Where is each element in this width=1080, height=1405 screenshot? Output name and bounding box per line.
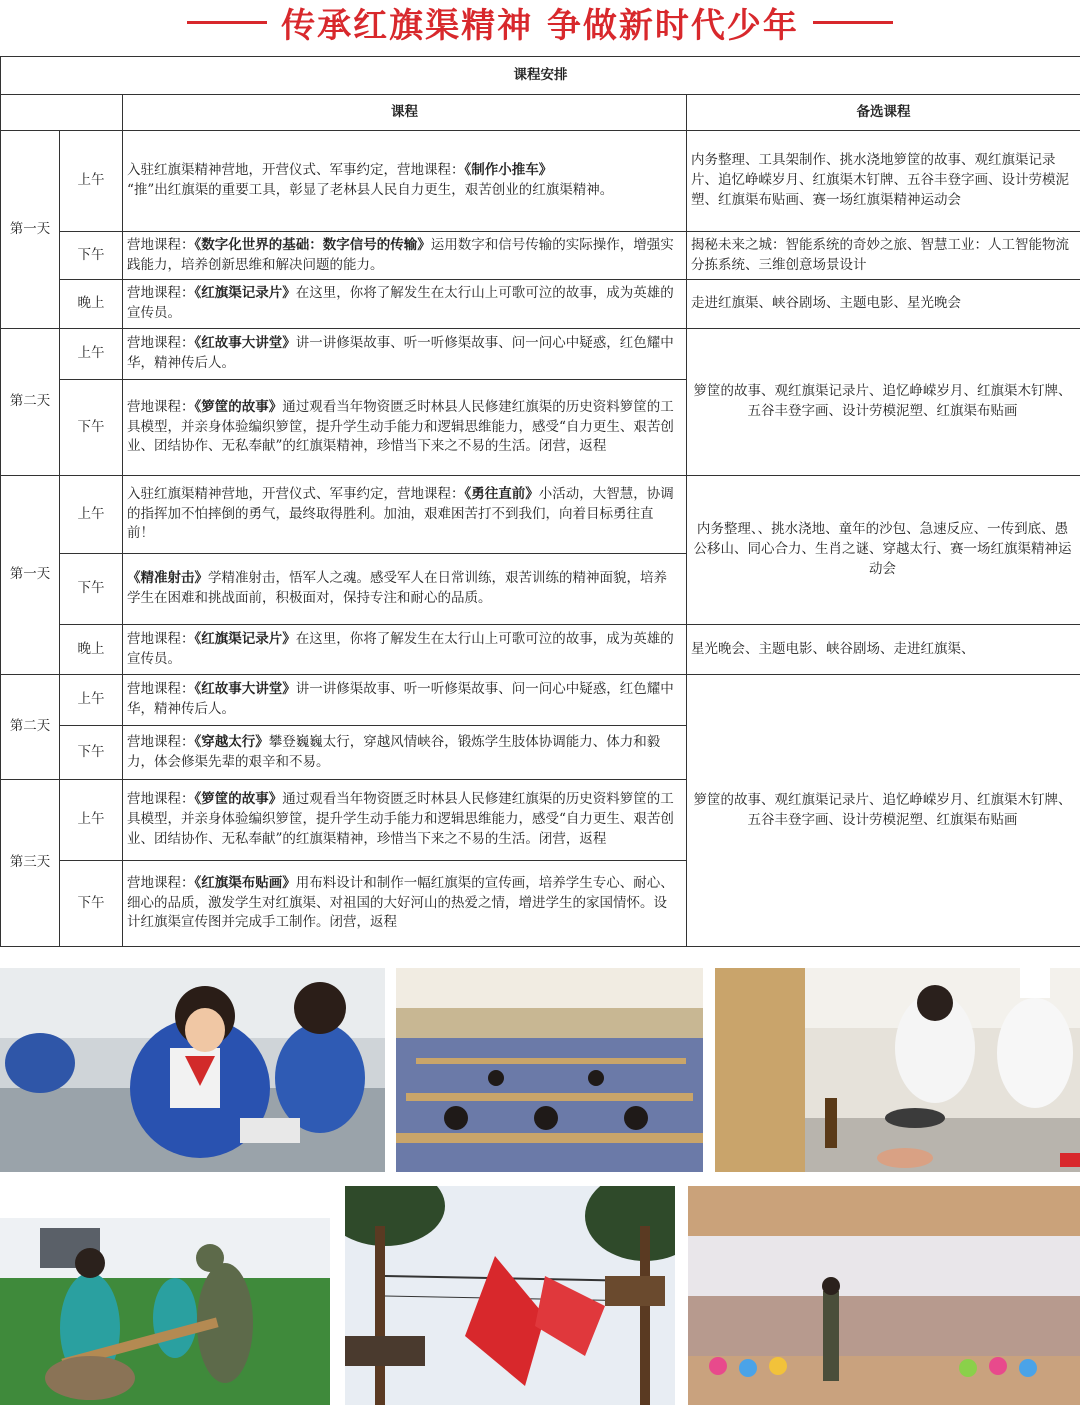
optional-cell: 内务整理、、挑水浇地、童年的沙包、急速反应、一传到底、愚公移山、同心合力、生肖之谜、穿越太行、赛一场红旗渠精神运动会	[687, 476, 1080, 625]
photo-dining-hall	[396, 968, 703, 1172]
page-title: 传承红旗渠精神 争做新时代少年	[281, 5, 799, 46]
course-cell	[123, 726, 687, 780]
page-header	[0, 0, 1080, 44]
course-desc: 小活动，大智慧，协调的指挥加不怕摔倒的勇气，最终取得胜利。加油，艰难困苦打不到我们，向着目标勇往直前！	[127, 485, 674, 542]
time-slot: 晚上	[60, 280, 123, 329]
course-desc: 在这里，你将了解发生在太行山上可歌可泣的故事，成为英雄的宣传员。	[127, 630, 674, 667]
course-desc: 讲一讲修渠故事、听一听修渠故事、问一问心中疑惑，红色耀中华，精神传后人。	[127, 335, 674, 371]
course-cell	[123, 625, 687, 675]
header-left-line	[187, 21, 267, 24]
time-slot: 上午	[60, 675, 123, 726]
course-cell	[123, 780, 687, 861]
table-row	[1, 476, 1080, 554]
day-label: 第二天	[1, 329, 60, 476]
table-row	[1, 232, 1080, 280]
course-name: 《制作小推车》	[464, 162, 553, 179]
optional-cell: 走进红旗渠、峡谷剧场、主题电影、星光晚会	[687, 280, 1080, 329]
photo-auditorium	[688, 1186, 1080, 1405]
course-intro: 入驻红旗渠精神营地，开营仪式、军事约定，营地课程：	[127, 485, 465, 502]
photo-students-crafting	[0, 968, 385, 1172]
optional-cell: 揭秘未来之城：智能系统的奇妙之旅、智慧工业：人工智能物流分拣系统、三维创意场景设计	[687, 232, 1080, 280]
optional-cell: 箩筐的故事、观红旗渠记录片、追忆峥嵘岁月、红旗渠木钉牌、五谷丰登字画、设计劳模泥塑、红旗渠布贴画	[687, 675, 1080, 947]
course-intro: 营地课程：	[127, 791, 195, 808]
course-intro: 营地课程：	[127, 630, 195, 647]
day-label: 第三天	[1, 780, 60, 947]
course-intro: 入驻红旗渠精神营地，开营仪式、军事约定，营地课程：	[127, 162, 465, 179]
day-label: 第一天	[1, 476, 60, 675]
course-name: 《红旗渠记录片》	[194, 285, 296, 302]
day-label: 第二天	[1, 675, 60, 780]
photo-cart-activity	[0, 1218, 330, 1405]
course-name: 《穿越太行》	[194, 733, 269, 750]
course-desc: “推”出红旗渠的重要工具，彰显了老林县人民自力更生，艰苦创业的红旗渠精神。	[127, 182, 614, 198]
course-cell	[123, 554, 687, 625]
table-row	[1, 329, 1080, 380]
course-cell	[123, 380, 687, 476]
time-slot: 上午	[60, 476, 123, 554]
photo-rope-course	[345, 1186, 675, 1405]
optional-cell: 内务整理、工具架制作、挑水浇地箩筐的故事、观红旗渠记录片、追忆峥嵘岁月、红旗渠木钉牌、五谷丰登字画、设计劳模泥塑、红旗渠布贴画、赛一场红旗渠精神运动会	[687, 131, 1080, 232]
course-desc: 讲一讲修渠故事、听一听修渠故事、问一问心中疑惑，红色耀中华，精神传后人。	[127, 681, 674, 717]
course-desc: 在这里，你将了解发生在太行山上可歌可泣的故事，成为英雄的宣传员。	[127, 285, 674, 321]
course-desc: 通过观看当年物资匮乏时林县人民修建红旗渠的历史资料箩筐的工具模型，并亲身体验编织箩筐，提升学生动手能力和逻辑思维能力，感受“自力更生、艰苦创业、团结协作、无私奉献”的红旗渠精神，珍惜当下来之不易的生活。闭营，返程	[127, 791, 674, 847]
time-slot: 上午	[60, 329, 123, 380]
course-cell	[123, 232, 687, 280]
time-slot: 上午	[60, 131, 123, 232]
course-cell	[123, 329, 687, 380]
table-row	[1, 625, 1080, 675]
course-intro: 营地课程：	[127, 335, 195, 352]
optional-cell: 箩筐的故事、观红旗渠记录片、追忆峥嵘岁月、红旗渠木钉牌、五谷丰登字画、设计劳模泥塑、红旗渠布贴画	[687, 329, 1080, 476]
course-desc: 运用数字和信号传输的实际操作，增强实践能力，培养创新思维和解决问题的能力。	[127, 236, 674, 273]
course-name: 《勇往直前》	[464, 485, 539, 502]
course-name: 《红故事大讲堂》	[194, 681, 296, 698]
course-desc: 学精准射击，悟军人之魂。感受军人在日常训练，艰苦训练的精神面貌，培养学生在困难和挑战面前，积极面对，保持专注和耐心的品质。	[127, 570, 667, 606]
table-row	[1, 675, 1080, 726]
time-slot: 晚上	[60, 625, 123, 675]
course-desc: 通过观看当年物资匮乏时林县人民修建红旗渠的历史资料箩筐的工具模型，并亲身体验编织箩筐，提升学生动手能力和逻辑思维能力，感受“自力更生、艰苦创业、团结协作、无私奉献”的红旗渠精神，珍惜当下来之不易的生活。闭营，返程	[127, 398, 674, 455]
time-slot: 下午	[60, 232, 123, 280]
time-slot: 下午	[60, 554, 123, 625]
course-name: 《红旗渠布贴画》	[194, 874, 296, 891]
photo-cooking-class	[715, 968, 1080, 1172]
table-caption: 课程安排	[1, 57, 1080, 95]
course-cell	[123, 131, 687, 232]
course-cell	[123, 861, 687, 947]
time-slot: 上午	[60, 780, 123, 861]
course-cell	[123, 675, 687, 726]
header-blank-cell	[1, 95, 123, 131]
column-header-optional: 备选课程	[687, 95, 1080, 131]
course-name: 《数字化世界的基础：数字信号的传输》	[194, 236, 431, 253]
course-cell	[123, 280, 687, 329]
course-name: 《箩筐的故事》	[194, 398, 283, 415]
course-intro: 营地课程：	[127, 874, 195, 891]
time-slot: 下午	[60, 380, 123, 476]
header-right-line	[813, 21, 893, 24]
day-label: 第一天	[1, 131, 60, 329]
time-slot: 下午	[60, 726, 123, 780]
optional-cell: 星光晚会、主题电影、峡谷剧场、走进红旗渠、	[687, 625, 1080, 675]
course-name: 《精准射击》	[127, 570, 208, 587]
course-intro: 营地课程：	[127, 681, 195, 698]
course-name: 《箩筐的故事》	[194, 791, 283, 808]
course-intro: 营地课程：	[127, 733, 195, 750]
course-intro: 营地课程：	[127, 285, 195, 302]
course-desc: 用布料设计和制作一幅红旗渠的宣传画，培养学生专心、耐心、细心的品质，激发学生对红旗渠、对祖国的大好河山的热爱之情，增进学生的家国情怀。设计红旗渠宣传图并完成手工制作。闭营，返程	[127, 874, 674, 931]
course-intro: 营地课程：	[127, 236, 195, 253]
column-header-course: 课程	[123, 95, 687, 131]
table-row	[1, 131, 1080, 232]
course-name: 《红旗渠记录片》	[194, 630, 296, 647]
course-desc: 攀登巍巍太行，穿越风情峡谷，锻炼学生肢体协调能力、体力和毅力，体会修渠先辈的艰辛和不易。	[127, 733, 661, 770]
course-cell	[123, 476, 687, 554]
course-name: 《红故事大讲堂》	[194, 335, 296, 352]
schedule-table	[0, 56, 1080, 947]
table-row	[1, 280, 1080, 329]
course-intro: 营地课程：	[127, 398, 195, 415]
time-slot: 下午	[60, 861, 123, 947]
